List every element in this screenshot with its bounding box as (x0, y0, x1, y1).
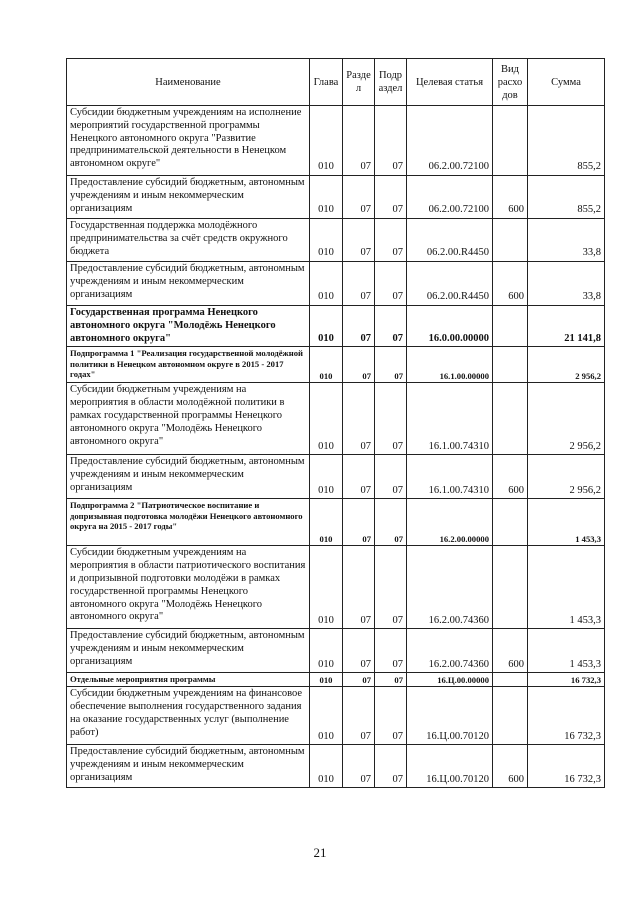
row-glava: 010 (310, 673, 343, 687)
row-razdel: 07 (343, 106, 375, 176)
header-summa: Сумма (528, 59, 605, 106)
row-glava: 010 (310, 499, 343, 546)
row-name: Подпрограмма 2 "Патриотическое воспитание и допризывная подготовка молодёжи Ненецкого автономного округа на 2015 - 2017 годы" (67, 499, 310, 546)
row-summa: 2 956,2 (528, 455, 605, 499)
row-glava: 010 (310, 629, 343, 673)
table-row (67, 629, 605, 673)
row-stat: 06.2.00.72100 (407, 176, 493, 219)
row-razdel: 07 (343, 499, 375, 546)
table-row (67, 499, 605, 546)
row-podrazdel: 07 (375, 687, 407, 745)
row-name: Подпрограмма 1 "Реализация государственной молодёжной политики в Ненецком автономном округе в 2015 - 2017 годах" (67, 347, 310, 383)
row-stat: 16.2.00.74360 (407, 629, 493, 673)
row-razdel: 07 (343, 546, 375, 629)
row-podrazdel: 07 (375, 546, 407, 629)
row-summa: 1 453,3 (528, 629, 605, 673)
row-razdel: 07 (343, 455, 375, 499)
row-summa: 1 453,3 (528, 546, 605, 629)
row-name: Субсидии бюджетным учреждениям на исполнение мероприятий государственной программы Ненецкого автономного округа "Развитие предпринимательской деятельности в Ненецком автономном округе" (67, 106, 310, 176)
row-glava: 010 (310, 219, 343, 262)
row-glava: 010 (310, 383, 343, 455)
row-summa: 33,8 (528, 262, 605, 306)
row-podrazdel: 07 (375, 745, 407, 788)
row-razdel: 07 (343, 347, 375, 383)
row-vid (493, 673, 528, 687)
row-vid (493, 499, 528, 546)
row-glava: 010 (310, 455, 343, 499)
row-summa: 1 453,3 (528, 499, 605, 546)
row-razdel: 07 (343, 306, 375, 347)
table-row (67, 455, 605, 499)
header-podrazdel: Подр аздел (375, 59, 407, 106)
row-podrazdel: 07 (375, 106, 407, 176)
row-podrazdel: 07 (375, 176, 407, 219)
row-vid (493, 219, 528, 262)
table-row (67, 383, 605, 455)
table-row (67, 106, 605, 176)
row-glava: 010 (310, 106, 343, 176)
row-vid (493, 546, 528, 629)
budget-table (66, 58, 605, 788)
row-summa: 855,2 (528, 106, 605, 176)
table-row (67, 745, 605, 788)
row-glava: 010 (310, 546, 343, 629)
row-name: Государственная программа Ненецкого автономного округа "Молодёжь Ненецкого автономного округа" (67, 306, 310, 347)
row-podrazdel: 07 (375, 383, 407, 455)
row-stat: 16.0.00.00000 (407, 306, 493, 347)
row-stat: 16.2.00.74360 (407, 546, 493, 629)
row-name: Предоставление субсидий бюджетным, автономным учреждениям и иным некоммерческим организациям (67, 262, 310, 306)
row-vid: 600 (493, 455, 528, 499)
row-name: Предоставление субсидий бюджетным, автономным учреждениям и иным некоммерческим организациям (67, 176, 310, 219)
table-header-row (67, 59, 605, 106)
row-vid (493, 383, 528, 455)
row-vid: 600 (493, 262, 528, 306)
row-podrazdel: 07 (375, 629, 407, 673)
row-vid: 600 (493, 176, 528, 219)
table-row (67, 673, 605, 687)
row-vid: 600 (493, 629, 528, 673)
row-name: Предоставление субсидий бюджетным, автономным учреждениям и иным некоммерческим организациям (67, 629, 310, 673)
row-summa: 2 956,2 (528, 383, 605, 455)
header-vid: Вид расхо дов (493, 59, 528, 106)
table-row (67, 546, 605, 629)
row-glava: 010 (310, 745, 343, 788)
row-stat: 16.1.00.00000 (407, 347, 493, 383)
row-podrazdel: 07 (375, 455, 407, 499)
page-number: 21 (313, 845, 327, 860)
row-vid (493, 687, 528, 745)
row-glava: 010 (310, 176, 343, 219)
row-podrazdel: 07 (375, 499, 407, 546)
header-name: Наименование (67, 59, 310, 106)
header-glava: Глава (310, 59, 343, 106)
row-name: Субсидии бюджетным учреждениям на мероприятия в области патриотического воспитания и допризывной подготовки молодёжи в рамках государственной программы Ненецкого автономного округа "Молодёжь Ненецкого автономного округа" (67, 546, 310, 629)
table-row (67, 262, 605, 306)
row-razdel: 07 (343, 745, 375, 788)
row-razdel: 07 (343, 687, 375, 745)
table-row (67, 176, 605, 219)
row-name: Субсидии бюджетным учреждениям на финансовое обеспечение выполнения государственного задания на оказание государственных услуг (выполнение работ) (67, 687, 310, 745)
row-vid (493, 106, 528, 176)
row-podrazdel: 07 (375, 306, 407, 347)
row-razdel: 07 (343, 176, 375, 219)
row-stat: 16.Ц.00.00000 (407, 673, 493, 687)
row-glava: 010 (310, 347, 343, 383)
row-stat: 16.Ц.00.70120 (407, 687, 493, 745)
row-stat: 16.1.00.74310 (407, 383, 493, 455)
table-row (67, 687, 605, 745)
row-summa: 16 732,3 (528, 687, 605, 745)
row-name: Субсидии бюджетным учреждениям на мероприятия в области молодёжной политики в рамках государственной программы Ненецкого автономного округа "Молодёжь Ненецкого автономного округа" (67, 383, 310, 455)
row-summa: 33,8 (528, 219, 605, 262)
row-stat: 16.1.00.74310 (407, 455, 493, 499)
row-summa: 855,2 (528, 176, 605, 219)
row-stat: 06.2.00.R4450 (407, 219, 493, 262)
row-podrazdel: 07 (375, 347, 407, 383)
row-stat: 06.2.00.R4450 (407, 262, 493, 306)
row-glava: 010 (310, 306, 343, 347)
table-row (67, 219, 605, 262)
row-glava: 010 (310, 687, 343, 745)
row-summa: 16 732,3 (528, 673, 605, 687)
row-vid (493, 306, 528, 347)
row-name: Предоставление субсидий бюджетным, автономным учреждениям и иным некоммерческим организациям (67, 455, 310, 499)
row-podrazdel: 07 (375, 262, 407, 306)
row-name: Отдельные мероприятия программы (67, 673, 310, 687)
row-podrazdel: 07 (375, 219, 407, 262)
table-row (67, 347, 605, 383)
header-razdel: Разде л (343, 59, 375, 106)
row-name: Государственная поддержка молодёжного предпринимательства за счёт средств окружного бюджета (67, 219, 310, 262)
row-summa: 16 732,3 (528, 745, 605, 788)
row-vid: 600 (493, 745, 528, 788)
row-stat: 16.Ц.00.70120 (407, 745, 493, 788)
row-razdel: 07 (343, 673, 375, 687)
row-razdel: 07 (343, 262, 375, 306)
row-razdel: 07 (343, 383, 375, 455)
row-name: Предоставление субсидий бюджетным, автономным учреждениям и иным некоммерческим организациям (67, 745, 310, 788)
row-podrazdel: 07 (375, 673, 407, 687)
row-stat: 16.2.00.00000 (407, 499, 493, 546)
table-row (67, 306, 605, 347)
row-razdel: 07 (343, 219, 375, 262)
row-summa: 21 141,8 (528, 306, 605, 347)
row-vid (493, 347, 528, 383)
row-summa: 2 956,2 (528, 347, 605, 383)
row-stat: 06.2.00.72100 (407, 106, 493, 176)
row-razdel: 07 (343, 629, 375, 673)
row-glava: 010 (310, 262, 343, 306)
header-stat: Целевая статья (407, 59, 493, 106)
